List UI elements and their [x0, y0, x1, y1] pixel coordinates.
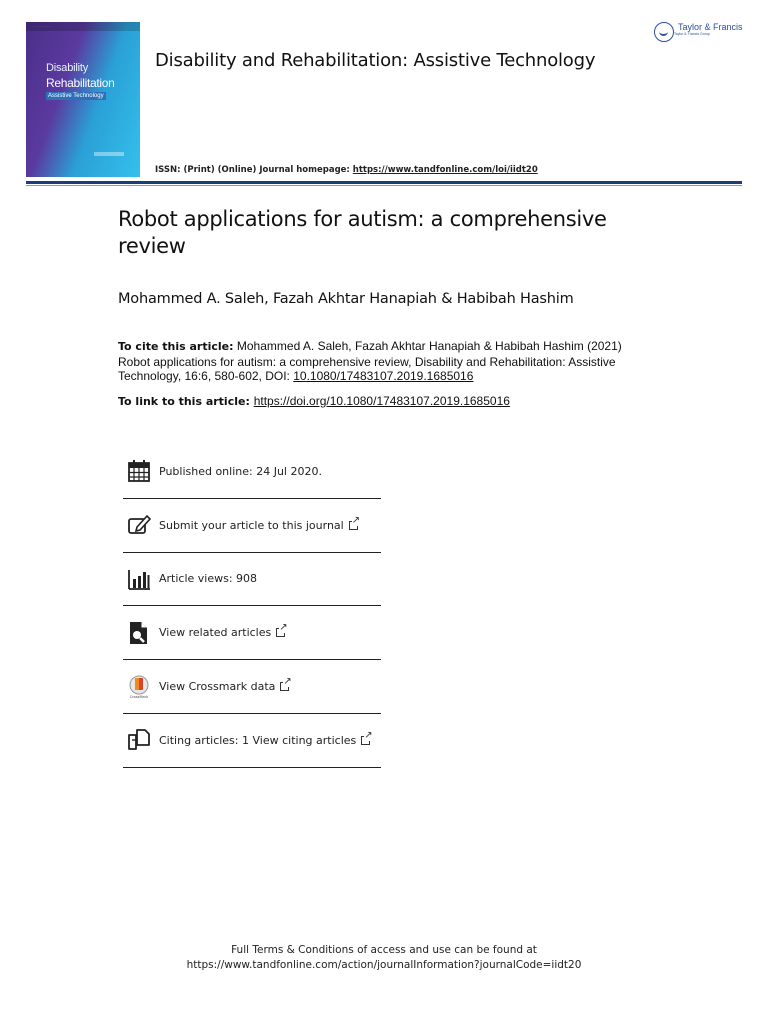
cite-label: To cite this article:	[118, 340, 234, 353]
journal-homepage-link[interactable]: https://www.tandfonline.com/loi/iidt20	[352, 165, 538, 175]
calendar-icon	[127, 459, 151, 483]
related-articles-row[interactable]	[123, 606, 381, 660]
publisher-subtitle: Taylor & Francis Group	[674, 32, 710, 36]
footer	[0, 943, 768, 973]
publisher-logo	[654, 22, 743, 42]
cover-title-line2: Rehabilitation	[46, 76, 115, 90]
citing-articles-link[interactable]	[159, 734, 370, 747]
footer-terms-link[interactable]: https://www.tandfonline.com/action/journalInformation?journalCode=iidt20	[186, 959, 582, 971]
article-authors: Mohammed A. Saleh, Fazah Akhtar Hanapiah & Habibah Hashim	[118, 291, 574, 307]
issn-text: ISSN: (Print) (Online) Journal homepage:	[155, 165, 353, 175]
taylor-francis-icon	[654, 22, 674, 42]
citing-documents-icon	[127, 728, 151, 752]
publisher-name: Taylor & Francis	[678, 22, 743, 32]
cite-text: Mohammed A. Saleh, Fazah Akhtar Hanapiah & Habibah Hashim (2021) Robot applications for autism: a comprehensive review, Disability and Rehabilitation: Assistive Technology, 16:6, 580-602, DOI:	[118, 339, 622, 383]
cover-top-strip	[26, 22, 140, 31]
citing-articles-label: Citing articles: 1 View citing articles	[159, 733, 357, 747]
search-document-icon	[127, 621, 151, 645]
article-views-row	[123, 553, 381, 607]
cover-publisher-logo	[94, 152, 124, 156]
header-divider-thin	[26, 185, 742, 186]
crossmark-link[interactable]	[159, 680, 289, 693]
related-articles-link[interactable]	[159, 626, 285, 639]
footer-terms-text: Full Terms & Conditions of access and use can be found at	[231, 944, 537, 956]
cover-title-line3: Assistive Technology	[48, 93, 104, 99]
article-info-panel	[123, 445, 381, 768]
external-link-icon	[349, 521, 358, 530]
article-views-text: Article views: 908	[159, 572, 258, 586]
published-date-text: Published online: 24 Jul 2020.	[159, 464, 322, 478]
article-link-block	[118, 394, 510, 408]
crossmark-icon	[127, 675, 151, 699]
bar-chart-icon	[127, 567, 151, 591]
link-label: To link to this article:	[118, 395, 254, 408]
submit-article-link[interactable]	[159, 519, 358, 532]
article-title: Robot applications for autism: a comprehensive review	[118, 207, 607, 258]
journal-title: Disability and Rehabilitation: Assistive Technology	[155, 50, 596, 71]
related-articles-label: View related articles	[159, 626, 272, 640]
article-doi-link[interactable]: https://doi.org/10.1080/17483107.2019.1685016	[253, 394, 510, 408]
submit-article-row[interactable]	[123, 499, 381, 553]
crossmark-label: View Crossmark data	[159, 680, 276, 694]
cover-title-line1: Disability	[46, 62, 89, 74]
crossmark-row[interactable]	[123, 660, 381, 714]
svg-text:CrossMark: CrossMark	[129, 694, 149, 699]
external-link-icon	[361, 736, 370, 745]
external-link-icon	[276, 628, 285, 637]
header-divider	[26, 181, 742, 184]
edit-icon	[127, 513, 151, 537]
cover-strip-text: · · · · · · · · · · ·	[32, 24, 53, 28]
issn-line	[155, 165, 538, 175]
citation-block	[118, 339, 648, 384]
published-row	[123, 445, 381, 499]
citing-articles-row[interactable]	[123, 714, 381, 768]
journal-cover	[26, 22, 140, 177]
submit-article-label: Submit your article to this journal	[159, 518, 344, 532]
external-link-icon	[280, 682, 289, 691]
cite-doi-link[interactable]: 10.1080/17483107.2019.1685016	[293, 369, 474, 383]
